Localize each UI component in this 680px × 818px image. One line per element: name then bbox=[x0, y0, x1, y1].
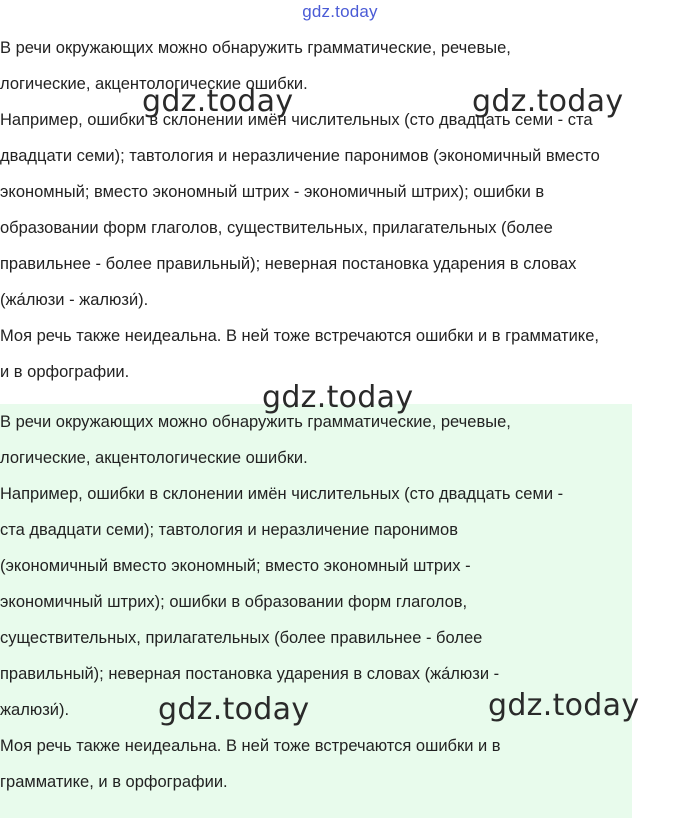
watermark: gdz.today bbox=[142, 84, 294, 119]
paragraph-line: логические, акцентологические ошибки. bbox=[0, 75, 308, 93]
paragraph-line: В речи окружающих можно обнаружить грамматические, речевые, bbox=[0, 413, 511, 431]
paragraph-line: Например, ошибки в склонении имён числительных (сто двадцать семи - bbox=[0, 485, 564, 503]
site-logo[interactable]: gdz.today bbox=[302, 2, 378, 21]
paragraph-line: жалюзи́). bbox=[0, 701, 70, 719]
paragraph-line: логические, акцентологические ошибки. bbox=[0, 449, 308, 467]
paragraph-line: (жа́люзи - жалюзи́). bbox=[0, 291, 149, 309]
paragraph-line: образовании форм глаголов, существительных, прилагательных (более bbox=[0, 219, 553, 237]
watermark: gdz.today bbox=[488, 688, 640, 723]
paragraph-line: экономичный штрих); ошибки в образовании форм глаголов, bbox=[0, 593, 468, 611]
paragraph-line: ста двадцати семи); тавтология и неразличение паронимов bbox=[0, 521, 458, 539]
paragraph-line: и в орфографии. bbox=[0, 363, 130, 381]
paragraph-line: Моя речь также неидеальна. В ней тоже встречаются ошибки и в грамматике, bbox=[0, 327, 599, 345]
watermark: gdz.today bbox=[472, 84, 624, 119]
paragraph-line: существительных, прилагательных (более правильнее - более bbox=[0, 629, 483, 647]
paragraph-line: экономный; вместо экономный штрих - экономичный штрих); ошибки в bbox=[0, 183, 545, 201]
paragraph-line: Моя речь также неидеальна. В ней тоже встречаются ошибки и в bbox=[0, 737, 501, 755]
paragraph-line: двадцати семи); тавтология и неразличение паронимов (экономичный вместо bbox=[0, 147, 600, 165]
watermark: gdz.today bbox=[158, 692, 310, 727]
paragraph-line: правильный); неверная постановка ударения в словах (жа́люзи - bbox=[0, 665, 500, 683]
paragraph-line: В речи окружающих можно обнаружить грамматические, речевые, bbox=[0, 39, 511, 57]
paragraph-line: грамматике, и в орфографии. bbox=[0, 773, 228, 791]
watermark: gdz.today bbox=[262, 380, 414, 415]
answer-text-highlighted bbox=[0, 404, 632, 818]
paragraph-line: Например, ошибки в склонении имён числительных (сто двадцать семи - ста bbox=[0, 111, 593, 129]
paragraph-line: правильнее - более правильный); неверная постановка ударения в словах bbox=[0, 255, 577, 273]
paragraph-line: (экономичный вместо экономный; вместо экономный штрих - bbox=[0, 557, 471, 575]
